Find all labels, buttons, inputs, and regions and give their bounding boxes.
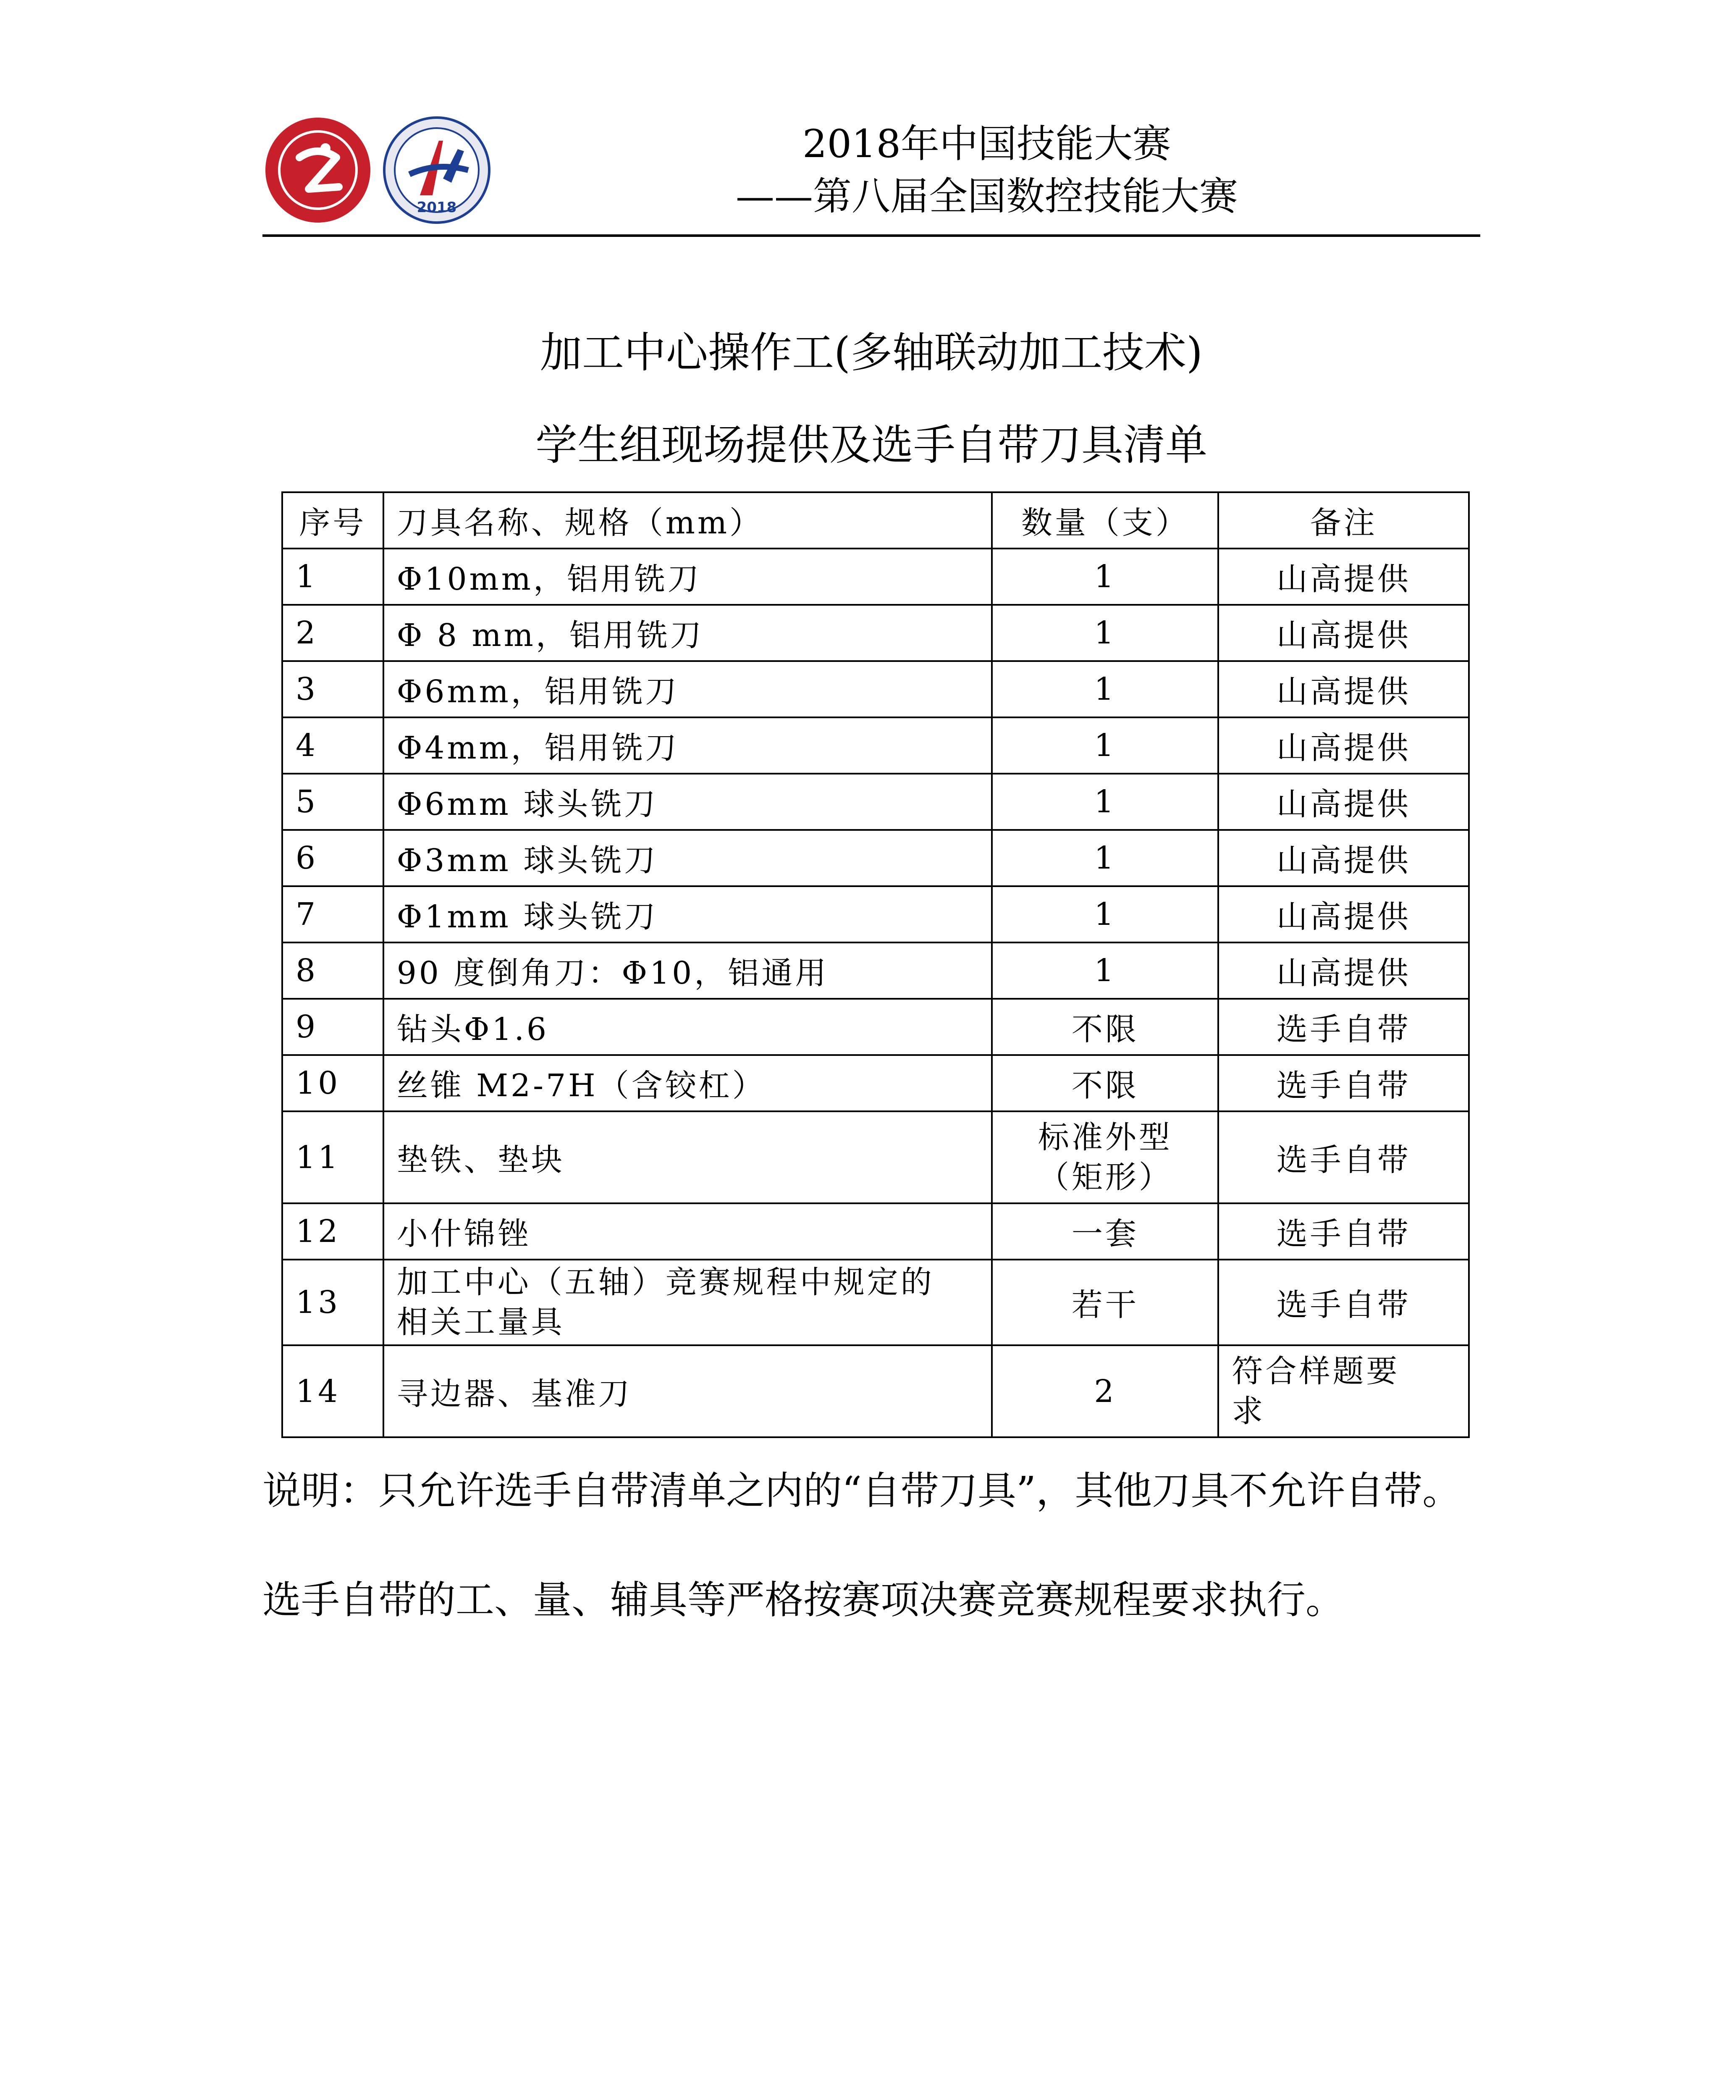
cell-qty: 不限 — [992, 999, 1218, 1055]
cell-note: 山高提供 — [1218, 942, 1469, 999]
china-skills-competition-logo — [262, 116, 376, 225]
cell-qty: 1 — [992, 830, 1218, 886]
cell-name-line1: 加工中心（五轴）竞赛规程中规定的 — [396, 1264, 934, 1300]
tool-list-table — [281, 491, 1470, 1438]
table-row — [282, 661, 1469, 717]
cell-name-line2: 相关工量具 — [396, 1304, 565, 1340]
cell-no: 10 — [282, 1055, 383, 1111]
table-row — [282, 605, 1469, 661]
cell-no: 13 — [282, 1260, 383, 1345]
cell-qty: 2 — [992, 1345, 1218, 1437]
cell-note — [1218, 1345, 1469, 1437]
header-tool-name: 刀具名称、规格（mm） — [383, 492, 992, 549]
document-title: 加工中心操作工(多轴联动加工技术) — [540, 328, 1203, 377]
cell-qty — [992, 1111, 1218, 1203]
table-row — [282, 1260, 1469, 1345]
cell-no: 4 — [282, 717, 383, 774]
cell-note: 山高提供 — [1218, 717, 1469, 774]
cell-note: 山高提供 — [1218, 549, 1469, 605]
cell-no: 3 — [282, 661, 383, 717]
cell-note: 山高提供 — [1218, 661, 1469, 717]
svg-text:2018: 2018 — [417, 199, 457, 216]
cell-name: 寻边器、基准刀 — [383, 1345, 992, 1437]
cell-no: 9 — [282, 999, 383, 1055]
cell-qty: 1 — [992, 717, 1218, 774]
note-explanation: 说明：只允许选手自带清单之内的“自带刀具”，其他刀具不允许自带。 — [262, 1468, 1461, 1513]
cell-name: Φ1mm 球头铣刀 — [383, 886, 992, 942]
cell-no: 12 — [282, 1203, 383, 1260]
table-header-row — [282, 492, 1469, 549]
table-row — [282, 999, 1469, 1055]
cell-qty-line2: （矩形） — [1038, 1159, 1172, 1195]
cell-note: 选手自带 — [1218, 1055, 1469, 1111]
table-row — [282, 830, 1469, 886]
table-row — [282, 1345, 1469, 1437]
cell-name: Φ10mm，铝用铣刀 — [383, 549, 992, 605]
table-row — [282, 774, 1469, 830]
cell-no: 8 — [282, 942, 383, 999]
cell-qty: 1 — [992, 886, 1218, 942]
header-divider — [262, 234, 1480, 237]
table-row — [282, 717, 1469, 774]
cell-name: 丝锥 M2-7H（含铰杠） — [383, 1055, 992, 1111]
table-row — [282, 1203, 1469, 1260]
cell-qty: 一套 — [992, 1203, 1218, 1260]
header-title — [504, 118, 1470, 223]
note-rules: 选手自带的工、量、辅具等严格按赛项决赛竞赛规程要求执行。 — [262, 1578, 1345, 1622]
cell-note-line1: 符合样题要 — [1232, 1353, 1400, 1389]
cnc-2018-logo — [380, 116, 493, 225]
cell-note: 选手自带 — [1218, 1111, 1469, 1203]
cell-no: 5 — [282, 774, 383, 830]
header-remarks: 备注 — [1218, 492, 1469, 549]
cell-note: 山高提供 — [1218, 774, 1469, 830]
cell-qty: 1 — [992, 605, 1218, 661]
cell-name: Φ6mm，铝用铣刀 — [383, 661, 992, 717]
table-row — [282, 1111, 1469, 1203]
cell-qty: 1 — [992, 661, 1218, 717]
cell-name: 小什锦锉 — [383, 1203, 992, 1260]
cell-note-line2: 求 — [1232, 1393, 1266, 1429]
cell-qty: 1 — [992, 942, 1218, 999]
cell-no: 7 — [282, 886, 383, 942]
cell-no: 2 — [282, 605, 383, 661]
cell-no: 11 — [282, 1111, 383, 1203]
header-quantity: 数量（支） — [992, 492, 1218, 549]
header-logos — [262, 116, 498, 225]
cell-note: 山高提供 — [1218, 886, 1469, 942]
header-title-line2: ——第八届全国数控技能大赛 — [735, 174, 1238, 219]
cell-name: Φ6mm 球头铣刀 — [383, 774, 992, 830]
cell-note: 山高提供 — [1218, 605, 1469, 661]
cell-name — [383, 1260, 992, 1345]
cell-name: Φ 8 mm，铝用铣刀 — [383, 605, 992, 661]
cell-name: Φ4mm，铝用铣刀 — [383, 717, 992, 774]
cell-qty: 不限 — [992, 1055, 1218, 1111]
cell-qty: 1 — [992, 549, 1218, 605]
cell-name: 钻头Φ1.6 — [383, 999, 992, 1055]
cell-note: 选手自带 — [1218, 1260, 1469, 1345]
table-row — [282, 549, 1469, 605]
cell-note: 选手自带 — [1218, 1203, 1469, 1260]
header-title-line1: 2018年中国技能大赛 — [802, 121, 1172, 166]
cell-qty: 若干 — [992, 1260, 1218, 1345]
header-serial-number: 序号 — [282, 492, 383, 549]
cell-name: 90 度倒角刀：Φ10，铝通用 — [383, 942, 992, 999]
cell-note: 山高提供 — [1218, 830, 1469, 886]
cell-qty-line1: 标准外型 — [1038, 1119, 1172, 1155]
cell-name: Φ3mm 球头铣刀 — [383, 830, 992, 886]
cell-no: 1 — [282, 549, 383, 605]
document-subtitle: 学生组现场提供及选手自带刀具清单 — [535, 420, 1207, 470]
table-row — [282, 942, 1469, 999]
cell-no: 6 — [282, 830, 383, 886]
table-row — [282, 1055, 1469, 1111]
cell-name: 垫铁、垫块 — [383, 1111, 992, 1203]
cell-qty: 1 — [992, 774, 1218, 830]
cell-no: 14 — [282, 1345, 383, 1437]
cell-note: 选手自带 — [1218, 999, 1469, 1055]
table-row — [282, 886, 1469, 942]
